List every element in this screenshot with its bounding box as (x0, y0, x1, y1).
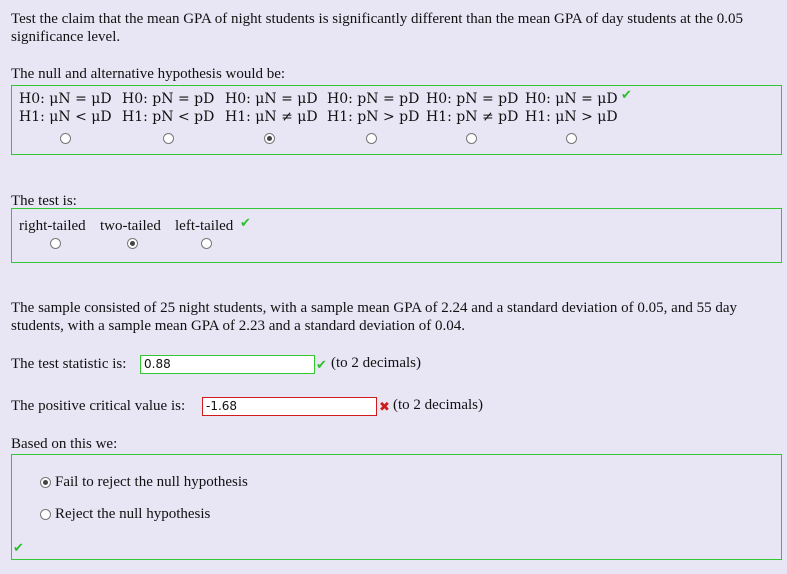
test-statistic-input[interactable]: 0.88 (140, 355, 315, 374)
decision-prompt: Based on this we: (11, 436, 118, 452)
radio-hypothesis-1[interactable] (60, 133, 71, 144)
test-type-prompt: The test is: (11, 193, 77, 209)
test-type-choice-box (11, 208, 782, 263)
radio-two-tailed[interactable] (127, 238, 138, 249)
critical-value-input[interactable]: -1.68 (202, 397, 377, 416)
radio-hypothesis-6[interactable] (566, 133, 577, 144)
alternative-hypothesis-text: H1: pN ≠ pD (426, 109, 519, 125)
alternative-hypothesis-text: H1: μN ≠ μD (225, 109, 318, 125)
sample-description: The sample consisted of 25 night students, with a sample mean GPA of 2.24 and a standard deviation of 0.05, and 55 day students, with a sample mean GPA of 2.23 and a standard deviation of 0.04. (11, 300, 737, 334)
check-icon: ✔ (621, 88, 632, 103)
option-label-two-tailed: two-tailed (100, 218, 161, 234)
radio-reject[interactable] (40, 509, 51, 520)
radio-hypothesis-5[interactable] (466, 133, 477, 144)
radio-hypothesis-4[interactable] (366, 133, 377, 144)
alternative-hypothesis-text: H1: pN > pD (327, 109, 420, 125)
check-icon: ✔ (316, 358, 327, 373)
test-statistic-label: The test statistic is: (11, 356, 127, 372)
alternative-hypothesis-text: H1: μN > μD (525, 109, 618, 125)
null-hypothesis-text: H0: μN = μD (525, 91, 618, 107)
null-hypothesis-text: H0: pN = pD (327, 91, 420, 107)
option-label-right-tailed: right-tailed (19, 218, 86, 234)
hypothesis-prompt: The null and alternative hypothesis would be: (11, 66, 286, 82)
test-statistic-suffix: (to 2 decimals) (331, 355, 421, 371)
null-hypothesis-text: H0: μN = μD (19, 91, 112, 107)
radio-fail-to-reject[interactable] (40, 477, 51, 488)
null-hypothesis-text: H0: pN = pD (122, 91, 215, 107)
hypothesis-option-3 (225, 90, 318, 126)
critical-value-label: The positive critical value is: (11, 398, 186, 414)
alternative-hypothesis-text: H1: pN < pD (122, 109, 215, 125)
null-hypothesis-text: H0: μN = μD (225, 91, 318, 107)
option-label-reject: Reject the null hypothesis (55, 506, 211, 522)
radio-hypothesis-2[interactable] (163, 133, 174, 144)
radio-right-tailed[interactable] (50, 238, 61, 249)
alternative-hypothesis-text: H1: μN < μD (19, 109, 112, 125)
question-intro: Test the claim that the mean GPA of night students is significantly different than the mean GPA of day students at the 0.05 significance level. (11, 11, 744, 45)
check-icon: ✔ (240, 216, 251, 231)
hypothesis-option-1 (19, 90, 112, 126)
check-icon: ✔ (13, 541, 24, 556)
radio-hypothesis-3[interactable] (264, 133, 275, 144)
hypothesis-option-5 (426, 90, 518, 126)
hypothesis-option-2 (122, 90, 214, 126)
hypothesis-option-6 (525, 90, 618, 126)
option-label-left-tailed: left-tailed (175, 218, 234, 234)
critical-value-suffix: (to 2 decimals) (393, 397, 483, 413)
option-label-fail-to-reject: Fail to reject the null hypothesis (55, 474, 248, 490)
hypothesis-option-4 (327, 90, 419, 126)
null-hypothesis-text: H0: pN = pD (426, 91, 519, 107)
cross-icon: ✖ (379, 400, 390, 415)
radio-left-tailed[interactable] (201, 238, 212, 249)
